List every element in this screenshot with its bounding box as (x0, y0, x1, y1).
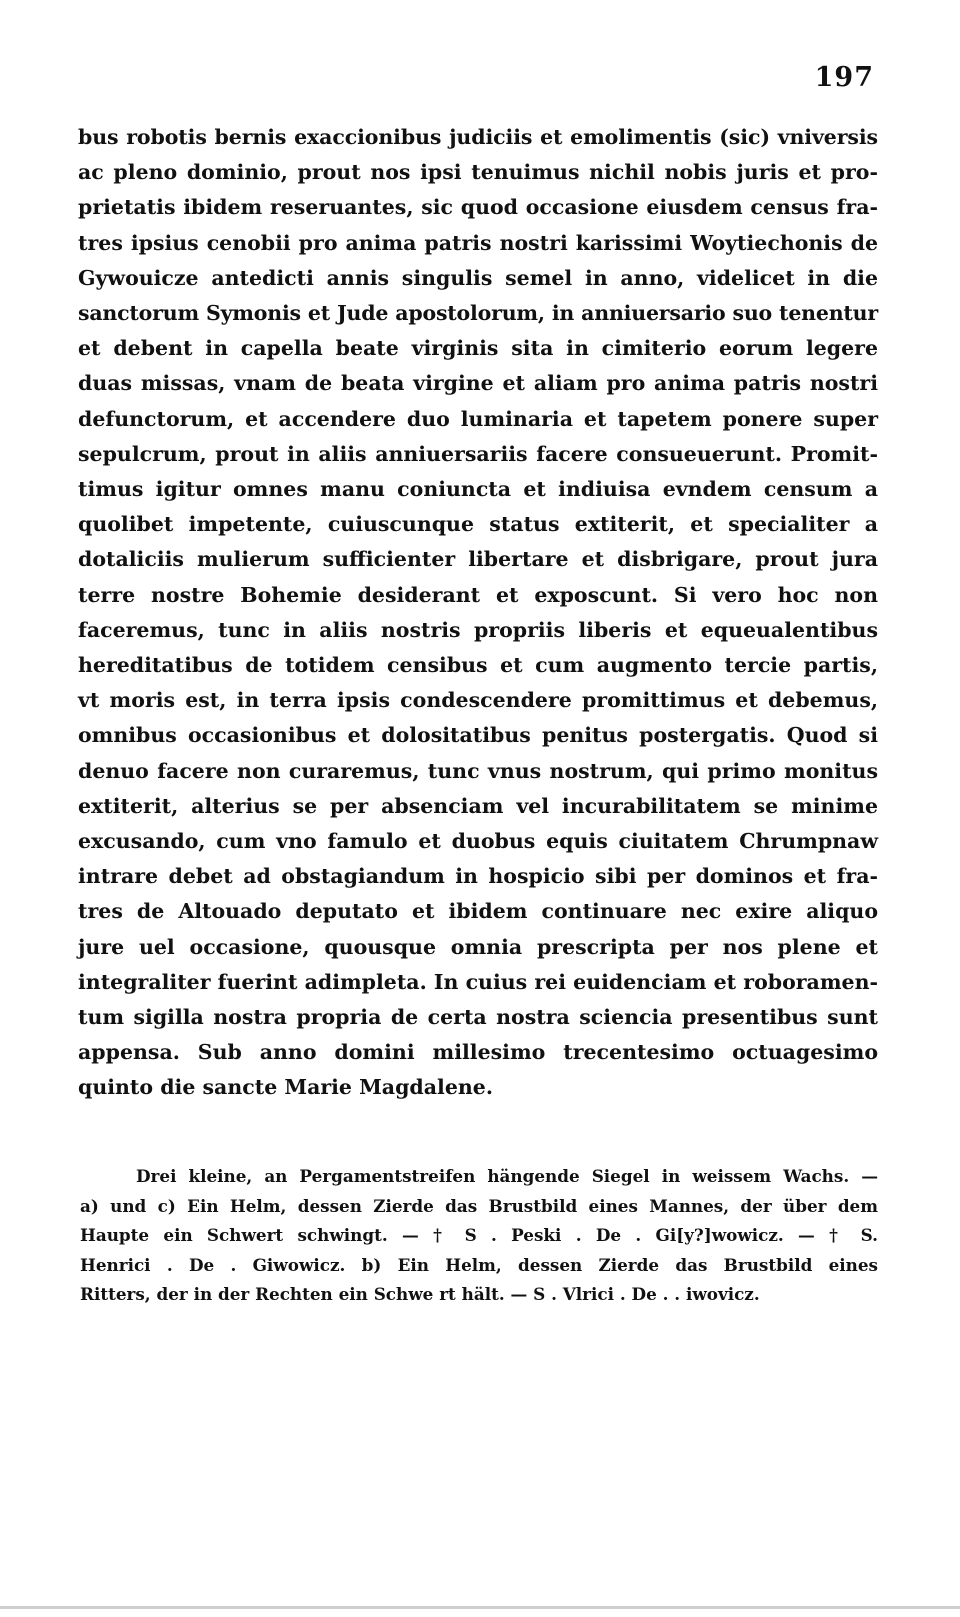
body-line: ac pleno dominio, prout nos ipsi tenuimus nichil nobis juris et pro- (78, 160, 878, 185)
body-line: excusando, cum vno famulo et duobus equis ciuitatem Chrumpnaw (78, 829, 878, 854)
body-line: dotaliciis mulierum sufficienter libertare et disbrigare, prout jura (78, 547, 878, 572)
body-line: omnibus occasionibus et dolositatibus penitus postergatis. Quod si (78, 723, 878, 748)
page-number: 197 (814, 62, 874, 93)
body-line: Gywouicze antedicti annis singulis semel in anno, videlicet in die (78, 265, 878, 290)
footnote-line: Drei kleine, an Pergamentstreifen hängende Siegel in weissem Wachs. — (136, 1166, 878, 1186)
body-line: appensa. Sub anno domini millesimo trecentesimo octuagesimo (78, 1040, 878, 1065)
body-line: tres de Altouado deputato et ibidem continuare nec exire aliquo (78, 899, 878, 924)
body-line: timus igitur omnes manu coniuncta et indiuisa evndem censum a (78, 477, 878, 502)
body-line: tres ipsius cenobii pro anima patris nostri karissimi Woytiechonis de (78, 230, 878, 255)
body-line: denuo facere non curaremus, tunc vnus nostrum, qui primo monitus (78, 758, 878, 783)
body-line: vt moris est, in terra ipsis condescendere promittimus et debemus, (78, 688, 878, 713)
body-line: hereditatibus de totidem censibus et cum augmento tercie partis, (78, 653, 878, 678)
body-line: et debent in capella beate virginis sita in cimiterio eorum legere (78, 336, 878, 361)
body-line: duas missas, vnam de beata virgine et aliam pro anima patris nostri (78, 371, 878, 396)
scan-bottom-edge (0, 1606, 960, 1609)
body-line: integraliter fuerint adimpleta. In cuius rei euidenciam et roboramen- (78, 969, 878, 994)
footnote-line: Ritters, der in der Rechten ein Schwe rt hält. — S . Vlrici . De . . iwovicz. (80, 1284, 760, 1304)
footnote-line: Haupte ein Schwert schwingt. — † S . Peski . De . Gi[y?]wowicz. — † S. (80, 1225, 878, 1245)
body-line: sanctorum Symonis et Jude apostolorum, in anniuersario suo tenentur (78, 301, 878, 326)
body-text (78, 120, 878, 1106)
body-line: intrare debet ad obstagiandum in hospicio sibi per dominos et fra- (78, 864, 878, 889)
footnote-line: Henrici . De . Giwowicz. b) Ein Helm, dessen Zierde das Brustbild eines (80, 1254, 878, 1275)
body-line: faceremus, tunc in aliis nostris propriis liberis et equeualentibus (78, 617, 878, 642)
body-line: bus robotis bernis exaccionibus judiciis et emolimentis (sic) vniversis (78, 125, 878, 149)
footnote-line: a) und c) Ein Helm, dessen Zierde das Brustbild eines Mannes, der über dem (80, 1195, 878, 1216)
body-line: quinto die sancte Marie Magdalene. (78, 1075, 493, 1100)
body-line: extiterit, alterius se per absenciam vel incurabilitatem se minime (78, 793, 878, 818)
body-line: terre nostre Bohemie desiderant et exposcunt. Si vero hoc non (78, 582, 878, 607)
body-line: prietatis ibidem reseruantes, sic quod occasione eiusdem census fra- (78, 195, 878, 220)
body-line: defunctorum, et accendere duo luminaria et tapetem ponere super (78, 406, 878, 431)
body-line: tum sigilla nostra propria de certa nostra sciencia presentibus sunt (78, 1005, 878, 1030)
body-line: sepulcrum, prout in aliis anniuersariis facere consueuerunt. Promit- (78, 441, 878, 466)
body-line: jure uel occasione, quousque omnia prescripta per nos plene et (78, 934, 878, 959)
body-line: quolibet impetente, cuiuscunque status extiterit, et specialiter a (78, 512, 878, 537)
footnote (80, 1162, 878, 1310)
